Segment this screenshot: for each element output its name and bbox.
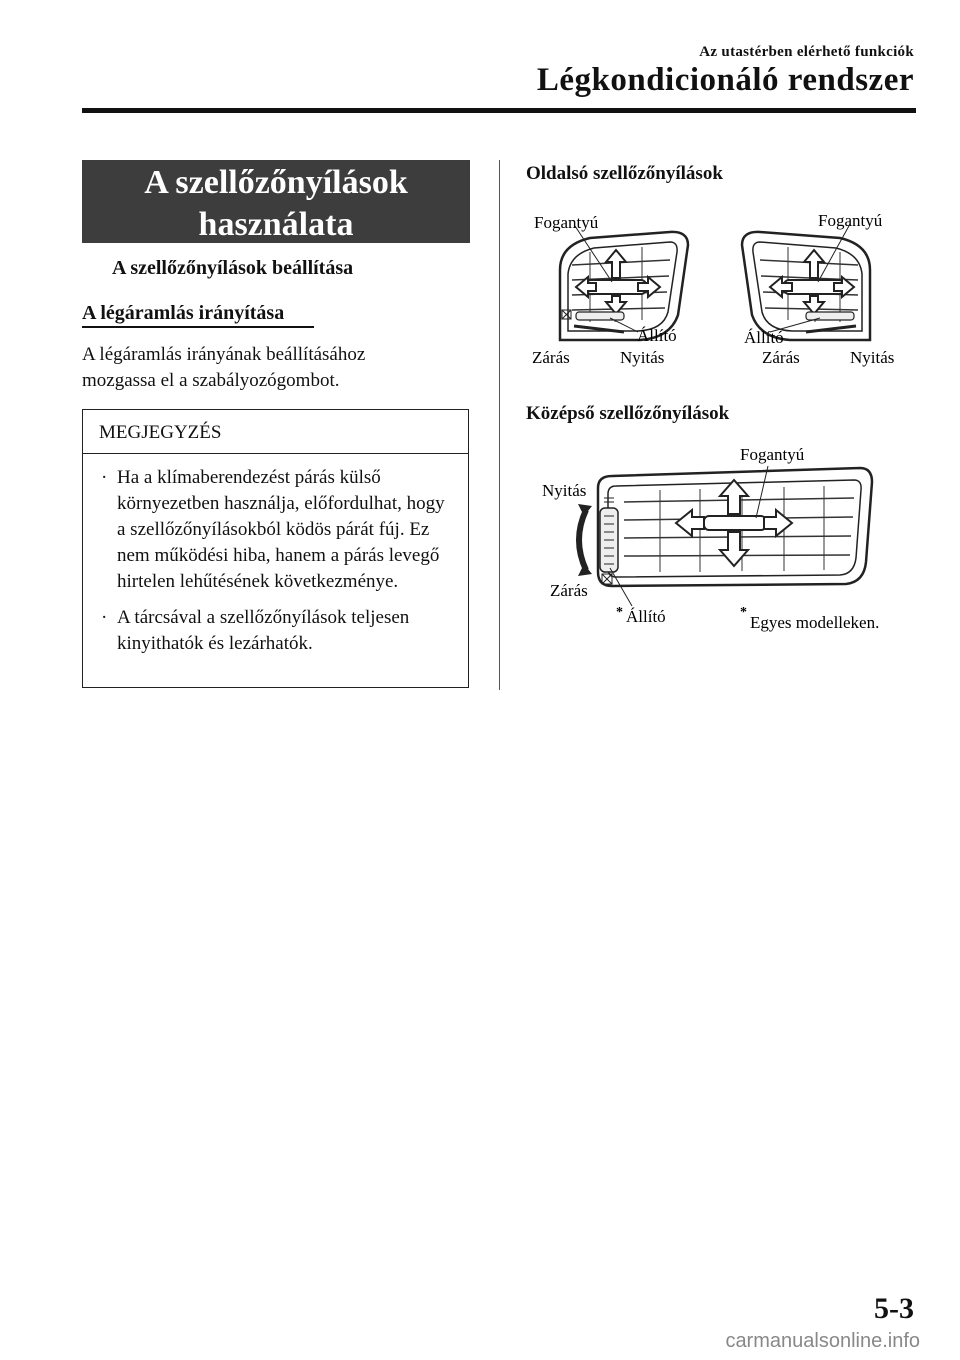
chapter-title: Légkondicionáló rendszer	[536, 62, 914, 98]
subheading-underline	[82, 326, 314, 328]
note-item-text: A tárcsával a szellőzőnyílások teljesen kinyithatók és lezárhatók.	[117, 607, 410, 654]
center-handle-label: Fogantyú	[740, 445, 805, 464]
section-title-line2: használata	[198, 206, 354, 243]
footnote-text: Egyes modelleken.	[750, 613, 880, 632]
subheading-airflow: A légáramlás irányítása	[82, 302, 285, 324]
side-right-open-label: Nyitás	[850, 348, 895, 367]
center-vents-title: Középső szellőzőnyílások	[526, 403, 730, 424]
side-vents-title: Oldalsó szellőzőnyílások	[526, 163, 723, 184]
subheading: A szellőzőnyílások beállítása	[112, 257, 354, 279]
bullet: ·	[101, 607, 108, 628]
side-left-adjuster-label: Állító	[637, 326, 677, 345]
body-paragraph	[82, 342, 462, 394]
section-title-line1: A szellőzőnyílások	[144, 164, 408, 201]
center-vent	[578, 466, 872, 606]
right-side-vent	[742, 224, 870, 340]
header-rule	[82, 108, 916, 113]
note-item-text: Ha a klímaberendezést párás külső környezetben használja, előfordulhat, hogy a szellőzőnyílásokból ködös párát fúj. Ez nem működési hiba, hanem a párás levegő hirtelen lehűtésének következménye.	[117, 467, 445, 592]
side-vents-figure	[520, 200, 910, 380]
center-adjuster-label: Állító	[626, 607, 666, 626]
body-line-2: mozgassa el a szabályozógombot.	[82, 370, 340, 391]
side-left-open-label: Nyitás	[620, 348, 665, 367]
note-title-row	[83, 410, 468, 454]
center-vent-figure	[520, 440, 910, 640]
center-open-label: Nyitás	[542, 481, 587, 500]
side-right-close-label: Zárás	[762, 348, 800, 367]
center-close-label: Zárás	[550, 581, 588, 600]
chapter-subtitle: Az utastérben elérhető funkciók	[699, 44, 914, 60]
column-divider	[499, 160, 500, 690]
note-title: MEGJEGYZÉS	[99, 422, 222, 443]
side-right-handle-label: Fogantyú	[818, 211, 883, 230]
watermark: carmanualsonline.info	[725, 1330, 920, 1352]
side-left-handle-label: Fogantyú	[534, 213, 599, 232]
note-list	[97, 465, 457, 667]
bullet: ·	[101, 467, 108, 488]
note-item	[97, 605, 457, 657]
body-line-1: A légáramlás irányának beállításához	[82, 344, 366, 365]
footnote-asterisk-icon: *	[740, 605, 747, 620]
asterisk-icon: *	[616, 605, 623, 620]
side-right-adjuster-label: Állító	[744, 328, 784, 347]
page-number: 5-3	[874, 1292, 914, 1325]
section-title-box	[82, 160, 470, 243]
side-left-close-label: Zárás	[532, 348, 570, 367]
note-item	[97, 465, 457, 595]
note-box	[82, 409, 469, 688]
left-side-vent	[560, 226, 688, 340]
